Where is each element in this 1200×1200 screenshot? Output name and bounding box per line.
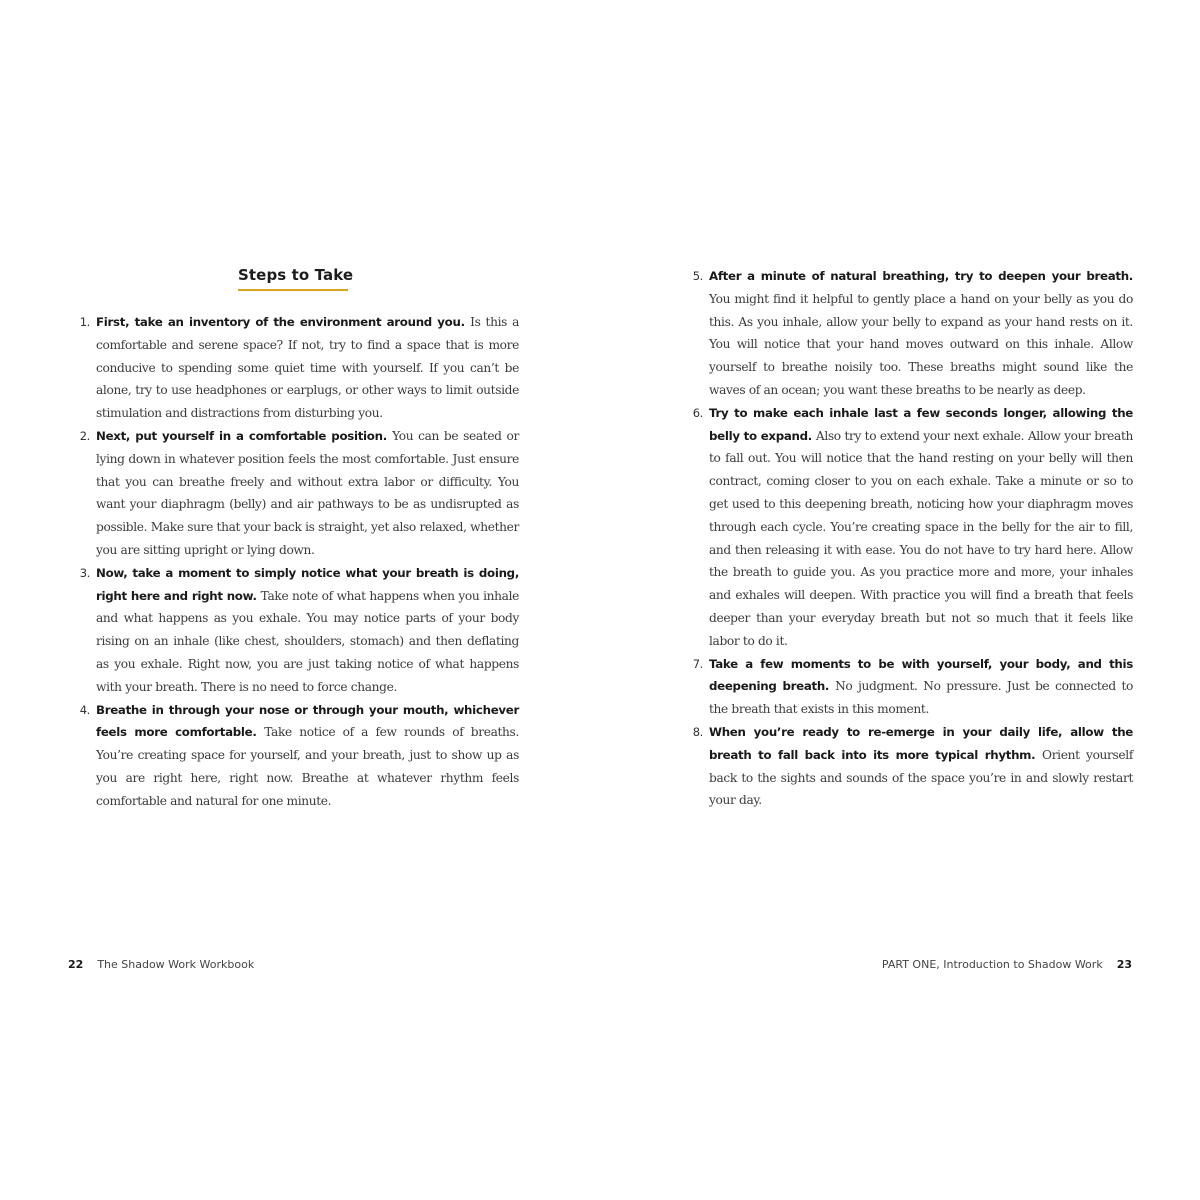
step-body: Orient yourself back to the sights and sounds of the space you’re in and slowly restart your day. bbox=[709, 747, 1134, 808]
page-number: 22 bbox=[68, 958, 84, 971]
left-page-footer bbox=[68, 958, 254, 971]
step-body: Take note of what happens when you inhale and what happens as you exhale. You may notice parts of your body rising on an inhale (like chest, shoulders, stomach) and then deflating as you exhale. Right now, you are just taking notice of what happens with your breath. There is no need to force change. bbox=[96, 588, 519, 694]
section-title-underline bbox=[238, 289, 348, 291]
step-number: 2. bbox=[79, 428, 90, 443]
step-number: 1. bbox=[79, 315, 90, 329]
step-lead: First, take an inventory of the environment around you. bbox=[96, 315, 471, 329]
step-item bbox=[79, 699, 519, 813]
step-body: Is this a comfortable and serene space? If not, try to find a space that is more conducive to spending some quiet time with yourself. If you can’t be alone, try to use headphones or earplugs, or other ways to limit outside stimulation and distractions from disturbing you. bbox=[96, 315, 519, 421]
step-body: You might find it helpful to gently place a hand on your belly as you do this. As you inhale, allow your belly to expand as your hand rests on it. You will notice that your hand moves outward on this inhale. Allow yourself to breathe noisily too. These breaths might sound like the waves of an ocean; you want these breaths to be nearly as deep. bbox=[709, 291, 1133, 397]
step-number: 7. bbox=[692, 656, 703, 671]
steps-list-left bbox=[79, 311, 519, 813]
step-item bbox=[692, 265, 1133, 402]
step-lead: Breathe in through your nose or through your mouth, whichever feels more comfortable. bbox=[96, 702, 519, 740]
step-item bbox=[79, 425, 519, 562]
step-number: 5. bbox=[692, 269, 703, 283]
step-item bbox=[79, 311, 519, 425]
section-title: Steps to Take bbox=[238, 266, 354, 284]
running-head-part-title: Introduction to Shadow Work bbox=[943, 958, 1103, 971]
step-number: 8. bbox=[692, 724, 703, 739]
step-lead: Now, take a moment to simply notice what your breath is doing, right here and right now. bbox=[96, 565, 519, 603]
step-lead: After a minute of natural breathing, try to deepen your breath. bbox=[709, 269, 1133, 283]
right-page-footer bbox=[882, 958, 1132, 971]
step-body: Also try to extend your next exhale. Allow your breath to fall out. You will notice that the hand resting on your belly will then contract, coming closer to you on each exhale. Take a minute or so to get used to this deepening breath, noticing how your diaphragm moves through each cycle. You’re creating space in the belly for the air to fill, and then releasing it with ease. You do not have to try hard here. Allow the breath to guide you. As you practice more and more, your inhales and exhales will deepen. With practice you will find a breath that feels deeper than your everyday breath but not so much that it feels like labor to do it. bbox=[709, 428, 1134, 648]
step-item bbox=[692, 402, 1134, 653]
running-head-book-title: The Shadow Work Workbook bbox=[97, 958, 255, 971]
steps-list-right bbox=[692, 265, 1134, 812]
running-head-separator: , bbox=[936, 958, 944, 971]
step-item bbox=[692, 653, 1134, 721]
page-number: 23 bbox=[1116, 958, 1132, 971]
step-lead: Next, put yourself in a comfortable position. bbox=[96, 428, 393, 443]
running-head-part-label: PART ONE bbox=[881, 958, 937, 971]
step-item bbox=[692, 721, 1134, 812]
step-body: Take notice of a few rounds of breaths. You’re creating space for yourself, and your breath, just to show up as you are right here, right now. Breathe at whatever rhythm feels comfortable and natural for one minute. bbox=[96, 725, 519, 808]
step-lead: When you’re ready to re-emerge in your daily life, allow the breath to fall back into its more typical rhythm. bbox=[709, 724, 1133, 762]
step-lead: Take a few moments to be with yourself, your body, and this deepening breath. bbox=[709, 656, 1133, 694]
step-number: 4. bbox=[79, 702, 90, 717]
step-number: 3. bbox=[79, 565, 90, 580]
step-body: No judgment. No pressure. Just be connected to the breath that exists in this moment. bbox=[709, 679, 1134, 717]
step-body: You can be seated or lying down in whatever position feels the most comfortable. Just ensure that you can breathe freely and without extra labor or difficulty. You want your diaphragm (belly) and air pathways to be as undisrupted as possible. Make sure that your back is straight, yet also relaxed, whether you are sitting upright or lying down. bbox=[96, 428, 519, 557]
step-number: 6. bbox=[692, 405, 703, 420]
step-item bbox=[79, 562, 519, 699]
right-page bbox=[600, 0, 1200, 1200]
step-lead: Try to make each inhale last a few seconds longer, allowing the belly to expand. bbox=[709, 405, 1133, 443]
